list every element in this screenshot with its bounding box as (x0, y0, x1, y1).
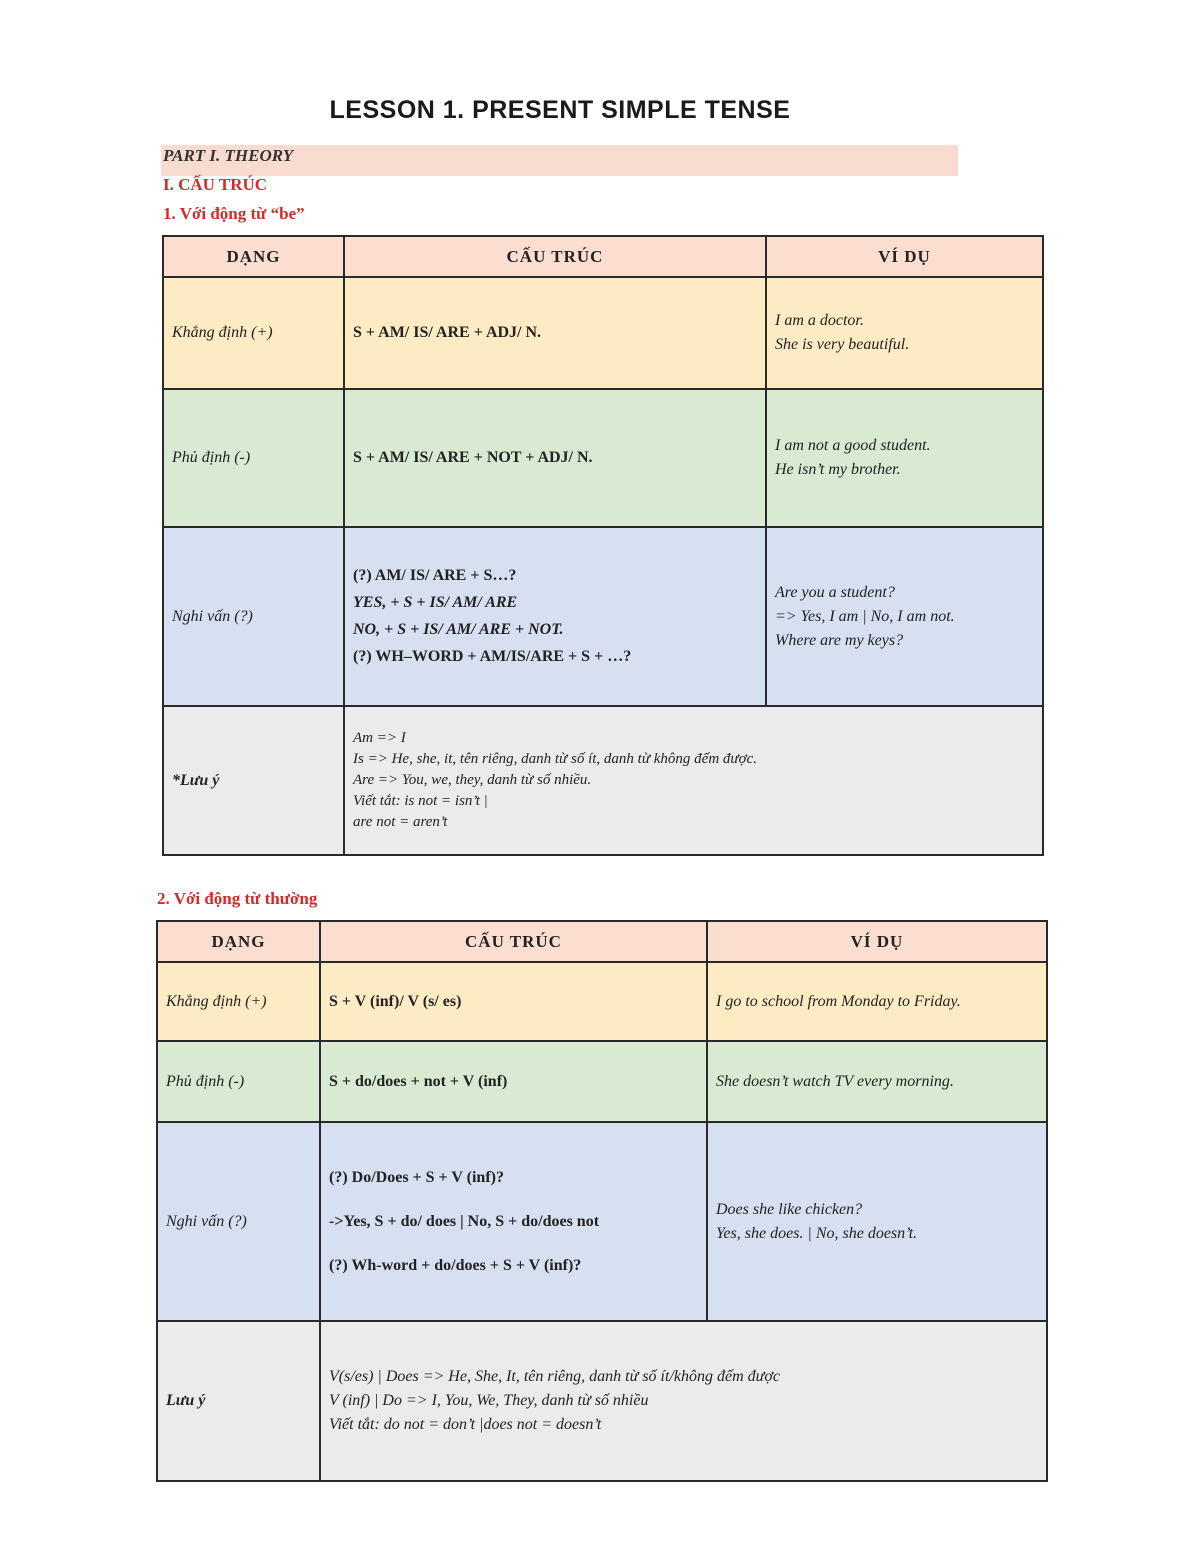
structure-line: (?) Wh-word + do/does + S + V (inf)? (329, 1256, 582, 1274)
note-label: Lưu ý (157, 1321, 320, 1481)
example-line: She is very beautiful. (775, 336, 910, 353)
structure-line: (?) AM/ IS/ ARE + S…? (353, 567, 517, 584)
structure-cell (320, 1122, 707, 1321)
structure-line: NO, + S + IS/ AM/ ARE + NOT. (353, 621, 564, 638)
subsection-regular-heading: 2. Với động từ thường (157, 889, 318, 908)
structure-line: YES, + S + IS/ AM/ ARE (353, 594, 518, 611)
example-cell: I go to school from Monday to Friday. (707, 962, 1047, 1041)
form-cell: Khẳng định (+) (163, 277, 344, 389)
be-verb-table (162, 235, 1044, 856)
form-cell: Phủ định (-) (163, 389, 344, 527)
structure-cell: S + AM/ IS/ ARE + NOT + ADJ/ N. (344, 389, 766, 527)
note-line: V (inf) | Do => I, You, We, They, danh từ số nhiều (329, 1392, 649, 1409)
example-line: => Yes, I am | No, I am not. (775, 607, 955, 625)
structure-line: (?) Do/Does + S + V (inf)? (329, 1168, 504, 1186)
header-example: VÍ DỤ (707, 921, 1047, 962)
example-line: Yes, she does. | No, she doesn’t. (716, 1224, 918, 1242)
form-cell: Nghi vấn (?) (163, 527, 344, 706)
structure-cell: S + AM/ IS/ ARE + ADJ/ N. (344, 277, 766, 389)
regular-verb-table (156, 920, 1048, 1482)
form-cell: Phủ định (-) (157, 1041, 320, 1122)
note-row (163, 706, 1043, 855)
header-form: DẠNG (163, 236, 344, 277)
note-line: are not = aren’t (353, 814, 448, 830)
note-line: V(s/es) | Does => He, She, It, tên riêng, danh từ số ít/không đếm được (329, 1368, 781, 1385)
header-example: VÍ DỤ (766, 236, 1043, 277)
structure-cell (344, 527, 766, 706)
negative-row (163, 389, 1043, 527)
example-line: Are you a student? (775, 583, 895, 601)
example-line: Does she like chicken? (716, 1200, 863, 1218)
example-line: He isn’t my brother. (775, 461, 901, 478)
structure-line: (?) WH–WORD + AM/IS/ARE + S + …? (353, 648, 632, 665)
form-cell: Khẳng định (+) (157, 962, 320, 1041)
subsection-be-heading: 1. Với động từ “be” (163, 204, 305, 223)
lesson-title: LESSON 1. PRESENT SIMPLE TENSE (329, 96, 791, 124)
note-cell (320, 1321, 1047, 1481)
example-cell (766, 389, 1043, 527)
affirmative-row (163, 277, 1043, 389)
note-cell (344, 706, 1043, 855)
header-form: DẠNG (157, 921, 320, 962)
note-line: Is => He, she, it, tên riêng, danh từ số ít, danh từ không đếm được. (353, 751, 757, 767)
note-line: Are => You, we, they, danh từ số nhiều. (353, 772, 592, 788)
table-header-row (157, 921, 1047, 962)
question-row (157, 1122, 1047, 1321)
negative-row (157, 1041, 1047, 1122)
form-cell: Nghi vấn (?) (157, 1122, 320, 1321)
note-line: Viết tắt: is not = isn’t | (353, 793, 488, 809)
example-line: I am not a good student. (775, 437, 931, 454)
header-structure: CẤU TRÚC (344, 236, 766, 277)
structure-cell: S + do/does + not + V (inf) (320, 1041, 707, 1122)
part-heading: PART I. THEORY (161, 145, 958, 176)
note-label: *Lưu ý (163, 706, 344, 855)
example-line: I am a doctor. (775, 312, 864, 329)
structure-cell: S + V (inf)/ V (s/ es) (320, 962, 707, 1041)
note-row (157, 1321, 1047, 1481)
header-structure: CẤU TRÚC (320, 921, 707, 962)
example-cell (707, 1122, 1047, 1321)
affirmative-row (157, 962, 1047, 1041)
note-line: Viết tắt: do not = don’t |does not = doesn’t (329, 1416, 602, 1433)
example-cell (766, 277, 1043, 389)
note-line: Am => I (353, 730, 406, 746)
example-cell (766, 527, 1043, 706)
example-cell: She doesn’t watch TV every morning. (707, 1041, 1047, 1122)
table-header-row (163, 236, 1043, 277)
example-line: Where are my keys? (775, 631, 904, 649)
structure-line: ->Yes, S + do/ does | No, S + do/does not (329, 1212, 600, 1230)
question-row (163, 527, 1043, 706)
section-heading: I. CẤU TRÚC (163, 175, 268, 194)
